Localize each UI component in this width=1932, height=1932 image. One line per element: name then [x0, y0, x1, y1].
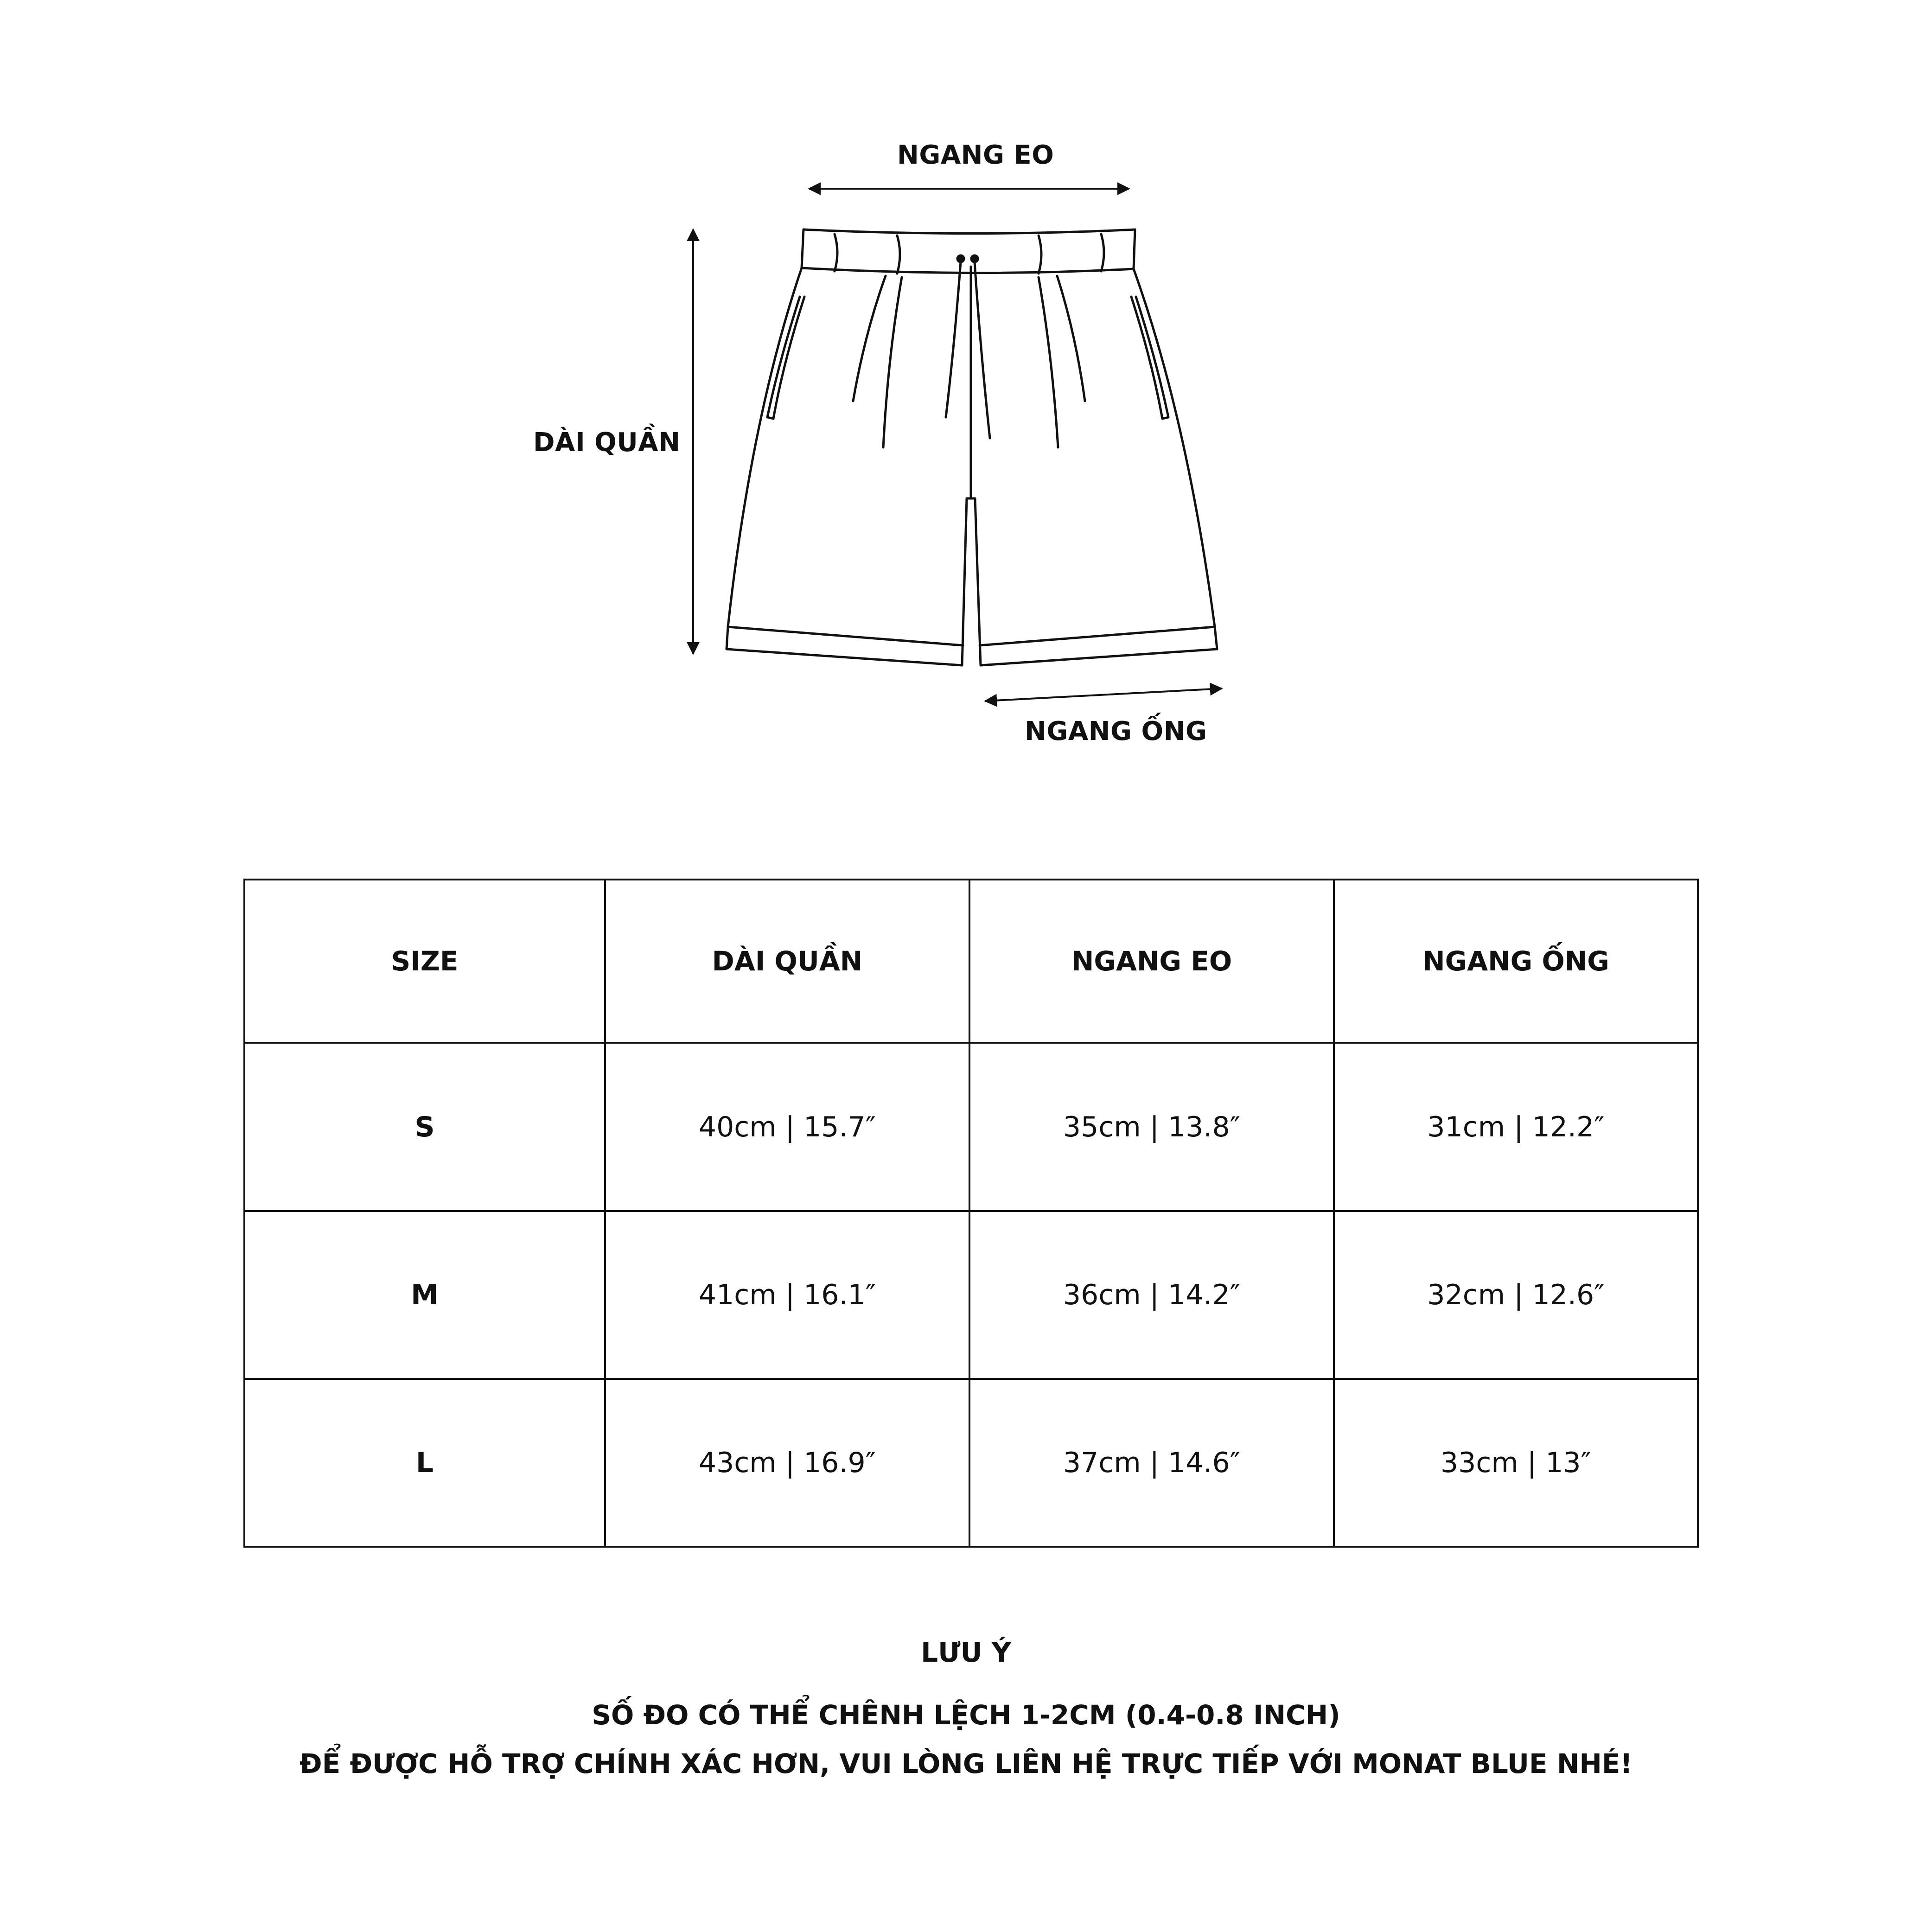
leg-opening-cell: 33cm | 13″: [1334, 1379, 1698, 1547]
size-cell: L: [244, 1379, 605, 1547]
length-cell: 41cm | 16.1″: [605, 1211, 969, 1379]
pleat-right-outer: [1057, 276, 1085, 401]
shorts-measurement-diagram: [0, 0, 1932, 788]
leg-opening-label: NGANG ỐNG: [1025, 716, 1207, 746]
note-line-2: ĐỂ ĐƯỢC HỖ TRỢ CHÍNH XÁC HƠN, VUI LÒNG LIÊN HỆ TRỰC TIẾP VỚI MONAT BLUE NHÉ!: [300, 1748, 1632, 1779]
belt-loop-center-right: [1039, 236, 1041, 274]
table-row: [244, 1043, 1698, 1211]
pleat-left-inner: [883, 277, 902, 447]
hem-right: [980, 627, 1215, 645]
table-row: [244, 1379, 1698, 1547]
length-cell: 40cm | 15.7″: [605, 1043, 969, 1211]
waist-cell: 36cm | 14.2″: [969, 1211, 1334, 1379]
leg-opening-cell: 32cm | 12.6″: [1334, 1211, 1698, 1379]
size-chart-table: [243, 879, 1699, 1548]
waist-cell: 37cm | 14.6″: [969, 1379, 1334, 1547]
belt-loop-right: [1101, 234, 1104, 271]
waistband-outline: [802, 230, 1135, 273]
header-leg-opening: NGANG ỐNG: [1334, 880, 1698, 1043]
size-cell: M: [244, 1211, 605, 1379]
leg-opening-arrow: [985, 689, 1222, 701]
size-cell: S: [244, 1043, 605, 1211]
header-waist: NGANG EO: [969, 880, 1334, 1043]
leg-opening-cell: 31cm | 12.2″: [1334, 1043, 1698, 1211]
note-line-1: SỐ ĐO CÓ THỂ CHÊNH LỆCH 1-2CM (0.4-0.8 INCH): [592, 1699, 1340, 1731]
waist-label: NGANG EO: [897, 140, 1054, 170]
header-length: DÀI QUẦN: [605, 880, 969, 1043]
hem-left: [728, 627, 963, 645]
note-title: LƯU Ý: [921, 1637, 1011, 1668]
pleat-right-inner: [1039, 277, 1058, 447]
belt-loop-left: [835, 234, 837, 271]
table-header-row: [244, 880, 1698, 1043]
drawstring-right: [975, 262, 990, 438]
table-row: [244, 1211, 1698, 1379]
drawstring-left: [946, 262, 961, 417]
header-size: SIZE: [244, 880, 605, 1043]
waist-cell: 35cm | 13.8″: [969, 1043, 1334, 1211]
pleat-left-outer: [853, 276, 886, 401]
length-label: DÀI QUẦN: [533, 427, 681, 458]
length-cell: 43cm | 16.9″: [605, 1379, 969, 1547]
belt-loop-center-left: [897, 236, 900, 274]
